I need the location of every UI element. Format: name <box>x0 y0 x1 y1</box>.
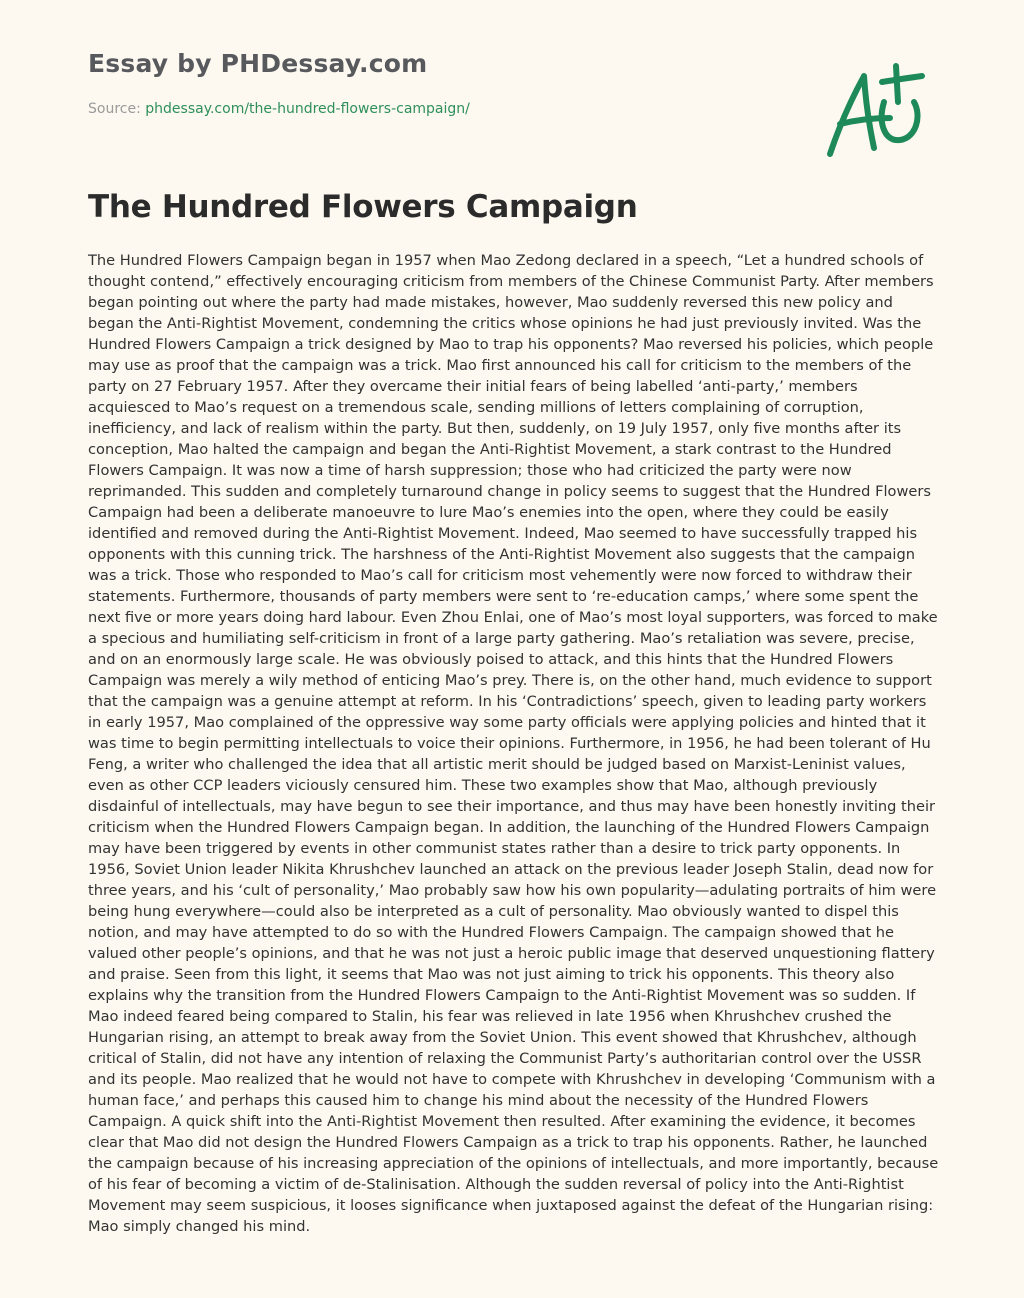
source-line <box>88 101 470 117</box>
site-brand: Essay by PHDessay.com <box>88 49 428 78</box>
essay-body: The Hundred Flowers Campaign began in 1957 when Mao Zedong declared in a speech, “Let a hundred schools of thought contend,” effectively encouraging criticism from members of the Chinese Communist Party. After members began pointing out where the party had made mistakes, however, Mao suddenly reversed this new policy and began the Anti-Rightist Movement, condemning the critics whose opinions he had just previously invited. Was the Hundred Flowers Campaign a trick designed by Mao to trap his opponents? Mao reversed his policies, which people may use as proof that the campaign was a trick. Mao first announced his call for criticism to the members of the party on 27 February 1957. After they overcame their initial fears of being labelled ‘anti-party,’ members acquiesced to Mao’s request on a tremendous scale, sending millions of letters complaining of corruption, inefficiency, and lack of realism within the party. But then, suddenly, on 19 July 1957, only five months after its conception, Mao halted the campaign and began the Anti-Rightist Movement, a stark contrast to the Hundred Flowers Campaign. It was now a time of harsh suppression; those who had criticized the party were now reprimanded. This sudden and completely turnaround change in policy seems to suggest that the Hundred Flowers Campaign had been a deliberate manoeuvre to lure Mao’s enemies into the open, where they could be easily identified and removed during the Anti-Rightist Movement. Indeed, Mao seemed to have successfully trapped his opponents with this cunning trick. The harshness of the Anti-Rightist Movement also suggests that the campaign was a trick. Those who responded to Mao’s call for criticism most vehemently were now forced to withdraw their statements. Furthermore, thousands of party members were sent to ‘re-education camps,’ where some spent the next five or more years doing hard labour. Even Zhou Enlai, one of Mao’s most loyal supporters, was forced to make a specious and humiliating self-criticism in front of a large party gathering. Mao’s retaliation was severe, precise, and on an enormously large scale. He was obviously poised to attack, and this hints that the Hundred Flowers Campaign was merely a wily method of enticing Mao’s prey. There is, on the other hand, much evidence to support that the campaign was a genuine attempt at reform. In his ‘Contradictions’ speech, given to leading party workers in early 1957, Mao complained of the oppressive way some party officials were applying policies and hinted that it was time to begin permitting intellectuals to voice their opinions. Furthermore, in 1956, he had been tolerant of Hu Feng, a writer who challenged the idea that all artistic merit should be judged based on Marxist-Leninist values, even as other CCP leaders viciously censured him. These two examples show that Mao, although previously disdainful of intellectuals, may have begun to see their importance, and thus may have been honestly inviting their criticism when the Hundred Flowers Campaign began. In addition, the launching of the Hundred Flowers Campaign may have been triggered by events in other communist states rather than a desire to trick party opponents. In 1956, Soviet Union leader Nikita Khrushchev launched an attack on the previous leader Joseph Stalin, dead now for three years, and his ‘cult of personality,’ Mao probably saw how his own popularity—adulating portraits of him were being hung everywhere—could also be interpreted as a cult of personality. Mao obviously wanted to dispel this notion, and may have attempted to do so with the Hundred Flowers Campaign. The campaign showed that he valued other people’s opinions, and that he was not just a heroic public image that deserved unquestioning flattery and praise. Seen from this light, it seems that Mao was not just aiming to trick his opponents. This theory also explains why the transition from the Hundred Flowers Campaign to the Anti-Rightist Movement was so sudden. If Mao indeed feared being compared to Stalin, his fear was relieved in late 1956 when Khrushchev crushed the Hungarian rising, an attempt to break away from the Soviet Union. This event showed that Khrushchev, although critical of Stalin, did not have any intention of relaxing the Communist Party’s authoritarian control over the USSR and its people. Mao realized that he would not have to compete with Khrushchev in developing ‘Communism with a human face,’ and perhaps this caused him to change his mind about the necessity of the Hundred Flowers Campaign. A quick shift into the Anti-Rightist Movement then resulted. After examining the evidence, it becomes clear that Mao did not design the Hundred Flowers Campaign as a trick to trap his opponents. Rather, he launched the campaign because of his increasing appreciation of the opinions of intellectuals, and more importantly, because of his fear of becoming a victim of de-Stalinisation. Although the sudden reversal of policy into the Anti-Rightist Movement may seem suspicious, it looses significance when juxtaposed against the defeat of the Hungarian rising: Mao simply changed his mind. <box>88 252 939 1235</box>
a-plus-logo-icon <box>818 62 933 162</box>
essay-title: The Hundred Flowers Campaign <box>88 189 638 225</box>
source-label: Source: <box>88 101 146 117</box>
source-link[interactable]: phdessay.com/the-hundred-flowers-campaign/ <box>145 101 470 117</box>
